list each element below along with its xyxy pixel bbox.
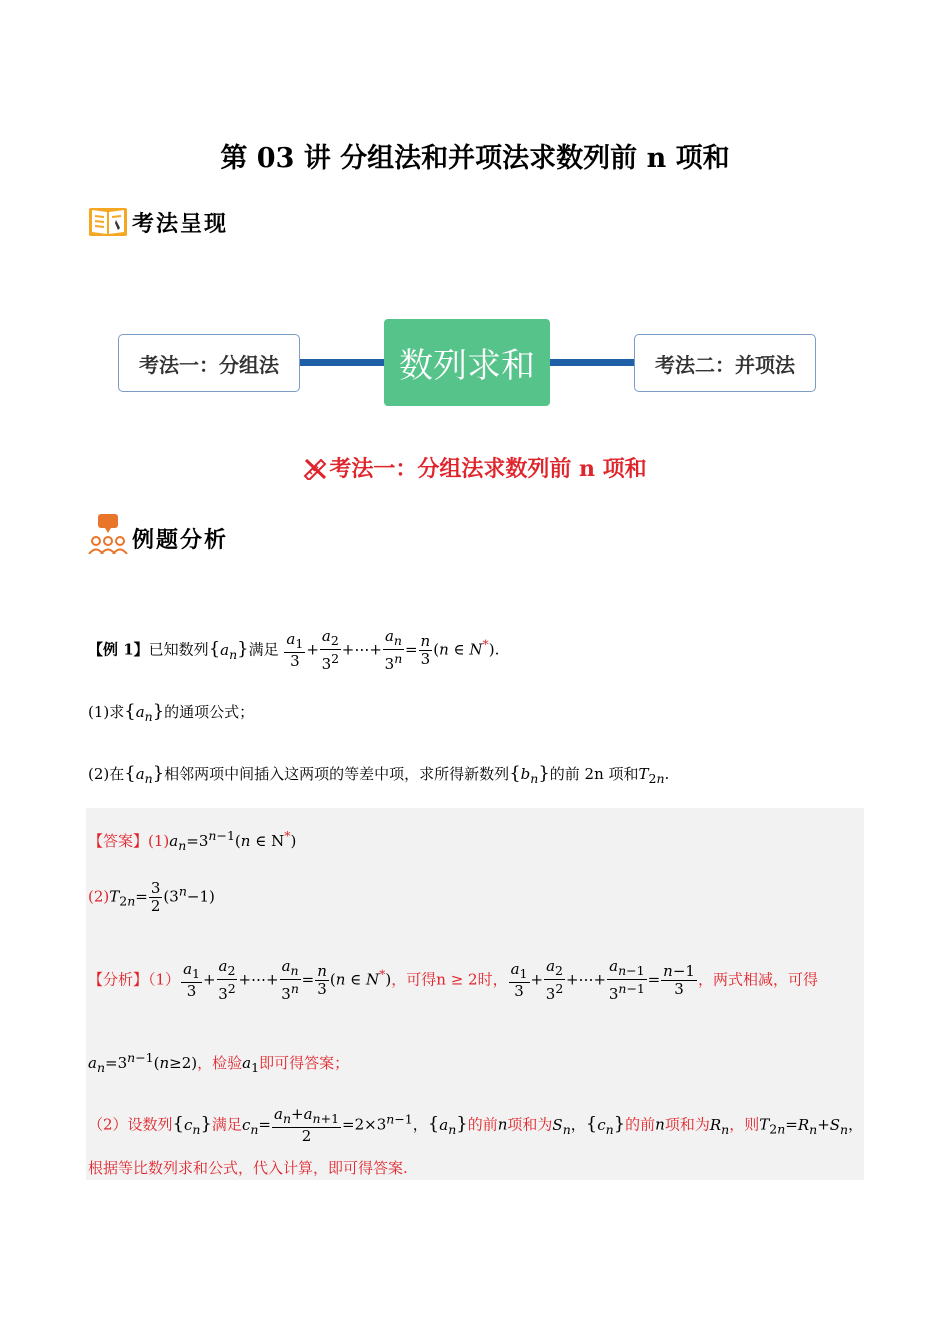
- answer-2-prefix: (2): [88, 887, 110, 906]
- question-1-prefix: (1)求: [88, 703, 125, 721]
- answer-1: 【答案】$(1)a_n=3^{n-1}(n$ ∈ N*): [88, 828, 297, 853]
- analysis-3-sum1: 的前: [467, 1115, 498, 1134]
- analysis-label: 【分析】: [88, 970, 149, 989]
- analysis-3: （2）设数列$\{c_n\}$满足$c_n=$ $\frac{a_n+a_{n+1}}{2}$ $=2\times 3^{n-1}$，$\{a_n\}$的前n项和为$S_n$，$\{c_n\}$的前n项和为$R_n$，则$T_{2n}=R_n+S_n$，: [88, 1105, 864, 1145]
- section-header-examples: [88, 514, 228, 554]
- question-2: (2)在$\{a_n\}$相邻两项中间插入这两项的等差中项，求所得新数列$\{b_n\}$的前 2n 项和$T_{2n}$.: [88, 763, 670, 786]
- question-2-suffix: 的前 2n 项和: [549, 765, 639, 783]
- example-label: 【例 1】: [88, 640, 149, 659]
- analysis-3-sum1b: 项和为: [507, 1115, 553, 1134]
- answer-1-prefix: (1): [148, 832, 170, 850]
- analysis-3-then: ，则: [729, 1115, 760, 1134]
- analysis-1-cond: n ≥ 2时，: [436, 970, 508, 989]
- question-2-mid: 相邻两项中间插入这两项的等差中项，求所得新数列: [164, 765, 510, 783]
- mindmap-node-grouping: 考法一：分组法: [118, 334, 300, 392]
- analysis-2-text: ，检验: [197, 1054, 243, 1072]
- mindmap-link-left: [300, 359, 384, 366]
- answer-label: 【答案】: [88, 832, 149, 850]
- answer-2: $(2)T_{2n}=$ $\frac{3}{2}$ $(3^n-1)$: [88, 879, 215, 915]
- method-one-title: 考法一：分组法求数列前 n 项和: [329, 456, 647, 482]
- analysis-1-prefix: （1）: [148, 970, 181, 989]
- example-1-statement: 【例 1】已知数列$\{a_n\}$满足 $\frac{a_1}{3}$ + $\frac{a_2}{3^2}$ +⋯+ $\frac{a_n}{3^n}$ = $\frac{n}{3}$ (n ∈ N*).: [88, 627, 500, 673]
- analysis-4: 根据等比数列求和公式，代入计算，即可得答案.: [88, 1159, 408, 1177]
- analysis-2-end: 即可得答案；: [259, 1054, 350, 1072]
- open-book-icon: [88, 204, 128, 238]
- question-1: (1)求$\{a_n\}$的通项公式；: [88, 701, 255, 724]
- analysis-3-prefix: （2）设数列: [88, 1115, 173, 1134]
- example-intro: 已知数列: [148, 640, 209, 659]
- analysis-1-mid: ，可得: [391, 970, 437, 989]
- analysis-3-sum2: 的前: [625, 1115, 656, 1134]
- example-satisfies: 满足: [248, 640, 279, 659]
- mindmap-node-merging: 考法二：并项法: [634, 334, 816, 392]
- section-title-presentation: 考法呈现: [132, 211, 229, 237]
- group-discussion-icon: [88, 514, 128, 554]
- mindmap-link-right: [550, 359, 634, 366]
- method-one-heading: [0, 452, 950, 483]
- analysis-1-end: ，两式相减，可得: [697, 970, 818, 989]
- section-title-examples: 例题分析: [132, 527, 229, 553]
- analysis-3-satisfies: 满足: [211, 1115, 242, 1134]
- analysis-2: $a_n=3^{n-1}(n\ge 2)$，检验$a_1$即可得答案；: [88, 1050, 350, 1075]
- section-header-presentation: [88, 204, 228, 238]
- analysis-1: 【分析】（1） $\frac{a_1}{3}$ + $\frac{a_2}{3^2}$ +⋯+ $\frac{a_n}{3^n}$ = $\frac{n}{3}$ (n ∈ N*)，可得n ≥ 2时， $\frac{a_1}{3}$ + $\frac{a_2}{3^2}$ +⋯+ $\frac{a_{n-1}}{3^{n-1}}$ = $\frac{n-1}{3}$ ，两式相减，可得: [88, 957, 818, 1003]
- analysis-3-sum2b: 项和为: [664, 1115, 710, 1134]
- question-1-suffix: 的通项公式；: [164, 703, 255, 721]
- mindmap-center-node: 数列求和: [384, 319, 550, 406]
- page-title: 第 03 讲 分组法和并项法求数列前 n 项和: [220, 143, 730, 174]
- pencil-ruler-icon: [303, 456, 329, 480]
- question-2-prefix: (2)在: [88, 765, 125, 783]
